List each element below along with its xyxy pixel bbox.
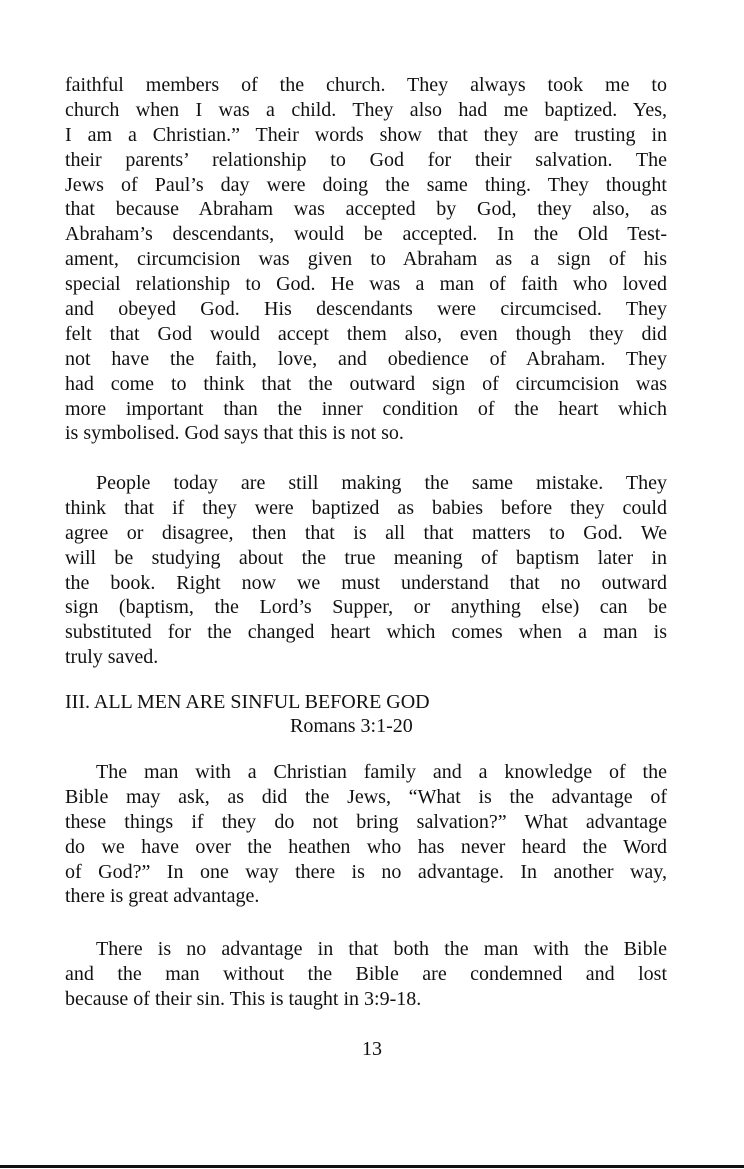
text-line: had come to think that the outward sign of circumcision was — [65, 372, 667, 395]
text-line: Jews of Paul’s day were doing the same thing. They thought — [65, 173, 667, 196]
text-line: the book. Right now we must understand that no outward — [65, 571, 667, 594]
text-line: that because Abraham was accepted by God, they also, as — [65, 198, 667, 221]
text-line: felt that God would accept them also, even though they did — [65, 322, 667, 345]
page-number: 13 — [362, 1038, 382, 1060]
text-line: will be studying about the true meaning of baptism later in — [65, 546, 667, 569]
text-line: there is great advantage. — [65, 885, 260, 908]
text-line: do we have over the heathen who has never heard the Word — [65, 835, 667, 858]
paragraph-2 — [65, 471, 667, 670]
text-line: is symbolised. God says that this is not so. — [65, 422, 404, 445]
text-line: Abraham’s descendants, would be accepted. In the Old Test- — [65, 223, 667, 246]
text-line: I am a Christian.” Their words show that they are trusting in — [65, 123, 667, 146]
text-line: substituted for the changed heart which comes when a man is — [65, 621, 667, 644]
text-line: ament, circumcision was given to Abraham as a sign of his — [65, 248, 667, 271]
text-line: think that if they were baptized as babies before they could — [65, 496, 667, 519]
paragraph-1 — [65, 73, 667, 446]
text-line: faithful members of the church. They always took me to — [65, 74, 667, 96]
text-line: and obeyed God. His descendants were circumcised. They — [65, 298, 667, 321]
text-line: special relationship to God. He was a man of faith who loved — [65, 273, 667, 296]
text-line: because of their sin. This is taught in 3:9-18. — [65, 987, 422, 1010]
section-heading: III. ALL MEN ARE SINFUL BEFORE GOD — [65, 691, 430, 713]
text-line: The man with a Christian family and a knowledge of the — [96, 761, 667, 783]
text-line: of God?” In one way there is no advantage. In another way, — [65, 860, 667, 883]
page-bottom-edge — [0, 1165, 744, 1168]
text-line: agree or disagree, then that is all that matters to God. We — [65, 521, 667, 544]
text-line: more important than the inner condition of the heart which — [65, 397, 667, 420]
text-line: People today are still making the same mistake. They — [96, 472, 667, 494]
text-line: truly saved. — [65, 646, 159, 669]
paragraph-4 — [65, 937, 667, 1012]
text-line: these things if they do not bring salvation?” What advantage — [65, 810, 667, 833]
scripture-reference: Romans 3:1-20 — [290, 715, 413, 737]
text-line: church when I was a child. They also had me baptized. Yes, — [65, 98, 667, 121]
text-line: not have the faith, love, and obedience of Abraham. They — [65, 347, 667, 370]
paragraph-3 — [65, 760, 667, 909]
text-line: Bible may ask, as did the Jews, “What is the advantage of — [65, 785, 667, 808]
text-line: and the man without the Bible are condemned and lost — [65, 962, 667, 985]
text-line: There is no advantage in that both the man with the Bible — [96, 938, 667, 960]
text-line: their parents’ relationship to God for their salvation. The — [65, 148, 667, 171]
text-line: sign (baptism, the Lord’s Supper, or anything else) can be — [65, 596, 667, 619]
